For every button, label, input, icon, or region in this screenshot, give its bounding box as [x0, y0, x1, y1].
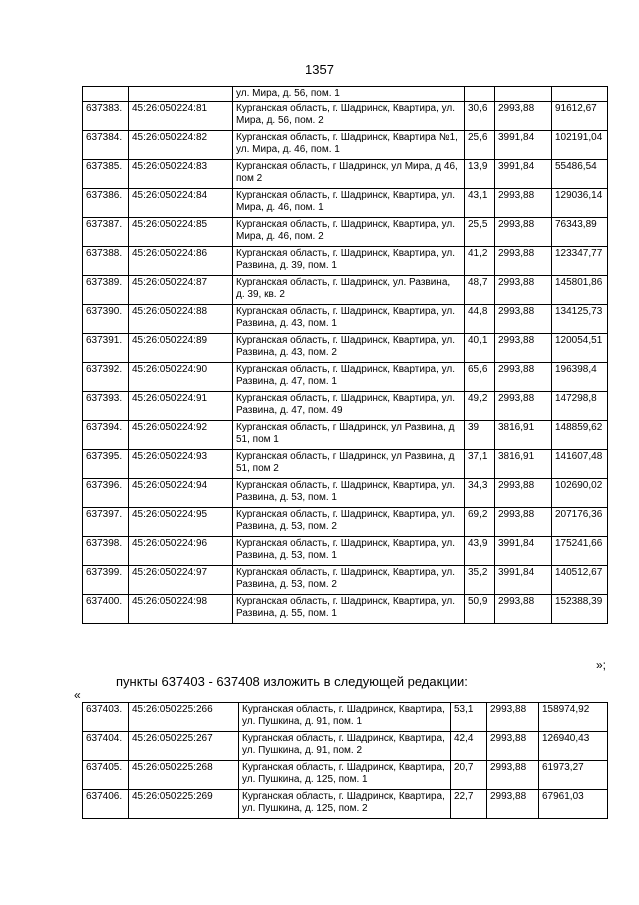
table-cell — [495, 87, 552, 102]
table-cell: 45:26:050225:266 — [129, 703, 239, 732]
table-cell: 207176,36 — [552, 508, 608, 537]
table-row — [83, 334, 608, 363]
table-row — [83, 732, 608, 761]
cadastral-table-amended — [82, 702, 608, 819]
table-row — [83, 761, 608, 790]
page-number: 1357 — [305, 62, 334, 77]
table-row — [83, 102, 608, 131]
table-cell: 45:26:050224:94 — [129, 479, 233, 508]
table-cell: 30,6 — [465, 102, 495, 131]
table-cell: 35,2 — [465, 566, 495, 595]
table-cell: Курганская область, г. Шадринск, ул. Развина, д. 39, кв. 2 — [233, 276, 465, 305]
table-row — [83, 450, 608, 479]
table-cell: Курганская область, г. Шадринск, Квартира, ул. Пушкина, д. 125, пом. 2 — [239, 790, 451, 819]
table-cell: Курганская область, г. Шадринск, Квартира, ул. Пушкина, д. 125, пом. 1 — [239, 761, 451, 790]
table-cell: 637390. — [83, 305, 129, 334]
table-cell: 2993,88 — [487, 790, 539, 819]
table-cell: 2993,88 — [495, 305, 552, 334]
table-cell: 637392. — [83, 363, 129, 392]
table-cell: 637393. — [83, 392, 129, 421]
table-cell: 34,3 — [465, 479, 495, 508]
table-cell: Курганская область, г. Шадринск, Квартира, ул. Развина, д. 55, пом. 1 — [233, 595, 465, 624]
table-row — [83, 87, 608, 102]
table-cell: 67961,03 — [539, 790, 608, 819]
table-cell: 42,4 — [451, 732, 487, 761]
table-cell: 637389. — [83, 276, 129, 305]
table-row — [83, 392, 608, 421]
table-cell: 637398. — [83, 537, 129, 566]
table-row — [83, 508, 608, 537]
cadastral-table — [82, 86, 608, 624]
table-cell: 2993,88 — [495, 218, 552, 247]
table-cell: 120054,51 — [552, 334, 608, 363]
table-row — [83, 595, 608, 624]
table-cell: 102690,02 — [552, 479, 608, 508]
table-cell: 45:26:050224:91 — [129, 392, 233, 421]
table-cell: 637397. — [83, 508, 129, 537]
table-cell: Курганская область, г. Шадринск, Квартира, ул. Развина, д. 47, пом. 1 — [233, 363, 465, 392]
table-cell: 2993,88 — [495, 334, 552, 363]
table-cell — [465, 87, 495, 102]
table-cell: Курганская область, г. Шадринск, Квартира №1, ул. Мира, д. 46, пом. 1 — [233, 131, 465, 160]
table-cell: 3816,91 — [495, 421, 552, 450]
table-cell: 637399. — [83, 566, 129, 595]
table-cell: 145801,86 — [552, 276, 608, 305]
table-cell: 65,6 — [465, 363, 495, 392]
table-cell: 3816,91 — [495, 450, 552, 479]
table-cell: 152388,39 — [552, 595, 608, 624]
table-cell: 147298,8 — [552, 392, 608, 421]
table-cell: Курганская область, г. Шадринск, Квартира, ул. Развина, д. 47, пом. 49 — [233, 392, 465, 421]
table-cell: 637388. — [83, 247, 129, 276]
table-row — [83, 189, 608, 218]
table-cell: Курганская область, г. Шадринск, Квартира, ул. Мира, д. 46, пом. 2 — [233, 218, 465, 247]
table-cell: Курганская область, г. Шадринск, Квартира, ул. Пушкина, д. 91, пом. 2 — [239, 732, 451, 761]
table-cell: 55486,54 — [552, 160, 608, 189]
table-cell: 2993,88 — [495, 276, 552, 305]
table-cell: 2993,88 — [495, 479, 552, 508]
table-cell: 3991,84 — [495, 566, 552, 595]
table-cell: Курганская область, г. Шадринск, Квартира, ул. Мира, д. 46, пом. 1 — [233, 189, 465, 218]
table-cell: 45:26:050225:267 — [129, 732, 239, 761]
table-cell: 69,2 — [465, 508, 495, 537]
table-cell: 13,9 — [465, 160, 495, 189]
table-cell: 637403. — [83, 703, 129, 732]
table-cell: Курганская область, г. Шадринск, Квартира, ул. Развина, д. 53, пом. 1 — [233, 537, 465, 566]
table-cell: 76343,89 — [552, 218, 608, 247]
table-cell: 637385. — [83, 160, 129, 189]
table-row — [83, 160, 608, 189]
table-cell: 637396. — [83, 479, 129, 508]
table-cell: 39 — [465, 421, 495, 450]
table-cell: 37,1 — [465, 450, 495, 479]
table-cell — [552, 87, 608, 102]
table-row — [83, 479, 608, 508]
table-cell: 637400. — [83, 595, 129, 624]
table-cell: 45:26:050224:95 — [129, 508, 233, 537]
table-cell: 44,8 — [465, 305, 495, 334]
table-cell: 41,2 — [465, 247, 495, 276]
table-cell: 2993,88 — [495, 247, 552, 276]
table-cell: 45:26:050225:269 — [129, 790, 239, 819]
table-cell: 2993,88 — [487, 703, 539, 732]
table-cell: 45:26:050224:96 — [129, 537, 233, 566]
table-cell: 2993,88 — [495, 363, 552, 392]
table-cell: 45:26:050224:98 — [129, 595, 233, 624]
table-cell: 2993,88 — [487, 761, 539, 790]
table-cell: 148859,62 — [552, 421, 608, 450]
table-cell: 2993,88 — [495, 102, 552, 131]
table-cell: 50,9 — [465, 595, 495, 624]
table-cell: Курганская область, г. Шадринск, Квартира, ул. Развина, д. 53, пом. 1 — [233, 479, 465, 508]
table-cell: 2993,88 — [495, 508, 552, 537]
table-cell: 141607,48 — [552, 450, 608, 479]
table-row — [83, 218, 608, 247]
table-cell: Курганская область, г. Шадринск, Квартира, ул. Развина, д. 53, пом. 2 — [233, 566, 465, 595]
table-cell: Курганская область, г. Шадринск, Квартира, ул. Развина, д. 43, пом. 1 — [233, 305, 465, 334]
table-cell: 45:26:050224:86 — [129, 247, 233, 276]
table-cell: 637386. — [83, 189, 129, 218]
table-cell: 45:26:050224:84 — [129, 189, 233, 218]
table-cell: 196398,4 — [552, 363, 608, 392]
table-row — [83, 790, 608, 819]
table-row — [83, 276, 608, 305]
table-cell: 48,7 — [465, 276, 495, 305]
table-cell — [129, 87, 233, 102]
table-cell: 2993,88 — [495, 595, 552, 624]
table-cell: 637404. — [83, 732, 129, 761]
table-row — [83, 305, 608, 334]
table-cell: 45:26:050224:92 — [129, 421, 233, 450]
table-cell — [83, 87, 129, 102]
table-cell: 637391. — [83, 334, 129, 363]
table-cell: Курганская область, г. Шадринск, Квартира, ул. Развина, д. 53, пом. 2 — [233, 508, 465, 537]
table-cell: Курганская область, г. Шадринск, Квартира, ул. Развина, д. 43, пом. 2 — [233, 334, 465, 363]
table-cell: 637394. — [83, 421, 129, 450]
table-cell: 45:26:050224:83 — [129, 160, 233, 189]
table-cell: 123347,77 — [552, 247, 608, 276]
table-cell: 158974,92 — [539, 703, 608, 732]
table-cell: ул. Мира, д. 56, пом. 1 — [233, 87, 465, 102]
table-row — [83, 131, 608, 160]
table-cell: Курганская область, г. Шадринск, Квартира, ул. Мира, д. 56, пом. 2 — [233, 102, 465, 131]
table-cell: 3991,84 — [495, 131, 552, 160]
table-cell: 61973,27 — [539, 761, 608, 790]
table-cell: 134125,73 — [552, 305, 608, 334]
table-cell: 3991,84 — [495, 537, 552, 566]
table-cell: 637384. — [83, 131, 129, 160]
table-cell: 25,5 — [465, 218, 495, 247]
table-row — [83, 566, 608, 595]
table-cell: Курганская область, г Шадринск, ул Мира, д 46, пом 2 — [233, 160, 465, 189]
table-cell: 637383. — [83, 102, 129, 131]
opening-quote: « — [74, 688, 81, 702]
table-cell: 637405. — [83, 761, 129, 790]
table-row — [83, 421, 608, 450]
table-cell: 175241,66 — [552, 537, 608, 566]
table-cell: 45:26:050224:90 — [129, 363, 233, 392]
amendment-paragraph: пункты 637403 - 637408 изложить в следующей редакции: — [116, 674, 468, 689]
table-cell: 49,2 — [465, 392, 495, 421]
table-cell: 140512,67 — [552, 566, 608, 595]
table-cell: 45:26:050224:89 — [129, 334, 233, 363]
table-cell: 3991,84 — [495, 160, 552, 189]
table-row — [83, 247, 608, 276]
table-cell: 45:26:050224:93 — [129, 450, 233, 479]
table-cell: 45:26:050224:81 — [129, 102, 233, 131]
table-cell: 45:26:050224:82 — [129, 131, 233, 160]
table-cell: 102191,04 — [552, 131, 608, 160]
table-cell: 2993,88 — [495, 189, 552, 218]
table-cell: 126940,43 — [539, 732, 608, 761]
table-cell: Курганская область, г Шадринск, ул Развина, д 51, пом 1 — [233, 421, 465, 450]
table-cell: 43,9 — [465, 537, 495, 566]
table-cell: Курганская область, г Шадринск, ул Развина, д 51, пом 2 — [233, 450, 465, 479]
table-row — [83, 363, 608, 392]
table-cell: 45:26:050224:85 — [129, 218, 233, 247]
table-cell: Курганская область, г. Шадринск, Квартира, ул. Пушкина, д. 91, пом. 1 — [239, 703, 451, 732]
table-cell: 637395. — [83, 450, 129, 479]
table-cell: 45:26:050224:88 — [129, 305, 233, 334]
table-cell: 2993,88 — [495, 392, 552, 421]
table-cell: 45:26:050224:87 — [129, 276, 233, 305]
table-cell: 22,7 — [451, 790, 487, 819]
table-cell: 40,1 — [465, 334, 495, 363]
table-cell: 20,7 — [451, 761, 487, 790]
closing-quote: »; — [596, 658, 607, 672]
table-cell: 45:26:050225:268 — [129, 761, 239, 790]
table-cell: 129036,14 — [552, 189, 608, 218]
table-cell: 43,1 — [465, 189, 495, 218]
table-cell: 637387. — [83, 218, 129, 247]
table-cell: Курганская область, г. Шадринск, Квартира, ул. Развина, д. 39, пом. 1 — [233, 247, 465, 276]
table-row — [83, 703, 608, 732]
table-cell: 2993,88 — [487, 732, 539, 761]
table-cell: 45:26:050224:97 — [129, 566, 233, 595]
table-cell: 53,1 — [451, 703, 487, 732]
table-cell: 25,6 — [465, 131, 495, 160]
table-cell: 91612,67 — [552, 102, 608, 131]
table-cell: 637406. — [83, 790, 129, 819]
table-row — [83, 537, 608, 566]
